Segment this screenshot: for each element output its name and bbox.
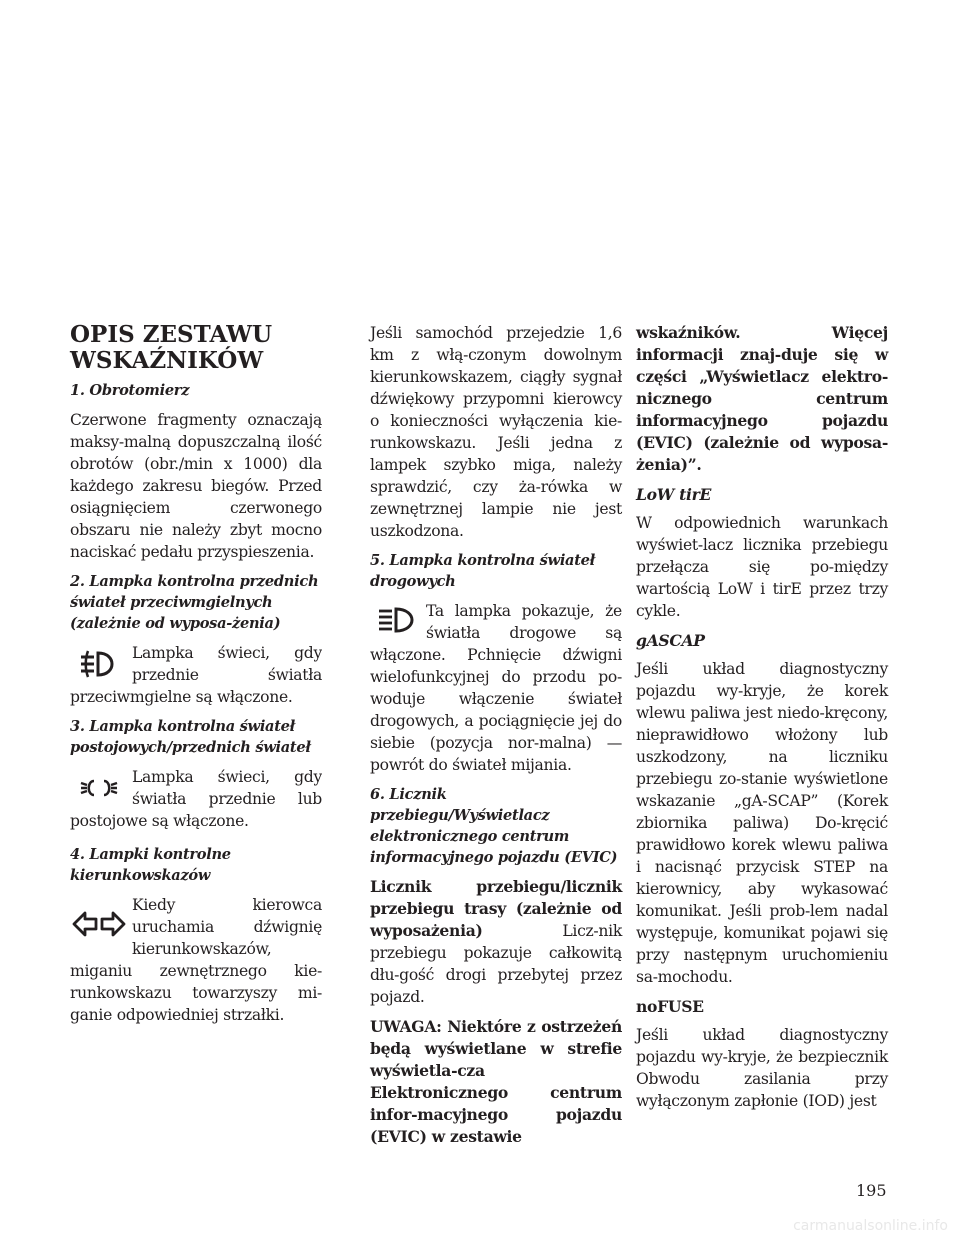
column-1 — [70, 322, 322, 1034]
nofuse-text: Jeśli układ diagnostyczny pojazdu wy-kryje, że bezpiecznik Obwodu zasilania przy wyłączonym zapłonie (IOD) jest — [636, 1026, 888, 1110]
section-1-heading: 1. Obrotomierz — [70, 382, 190, 399]
low-tire-heading: LoW tirE — [636, 485, 712, 504]
section-4-body: Kiedy kierowca uruchamia dźwignię kierunkowskazów, miganiu zewnętrznego kie-runkowskazu towarzyszy mi-ganie odpowiedniej strzałki. — [70, 896, 322, 1024]
note-paragraph: UWAGA: Niektóre z ostrzeżeń będą wyświetlane w strefie wyświetla-cza Elektronicznego centrum infor-macyjnego pojazdu (EVIC) w zestawie — [370, 1017, 622, 1146]
section-6-heading: 6. Licznik przebiegu/Wyświetlacz elektronicznego centrum informacyjnego pojazdu (EVIC) — [370, 786, 618, 866]
section-2-block — [70, 642, 322, 708]
watermark: carmanualsonline.info — [793, 1218, 948, 1234]
gascap-heading: gASCAP — [636, 631, 705, 650]
page-number: 195 — [856, 1181, 887, 1200]
section-5-heading: 5. Lampka kontrolna świateł drogowych — [370, 552, 595, 590]
section-5-block — [370, 600, 622, 776]
section-3-heading: 3. Lampka kontrolna świateł postojowych/przednich świateł — [70, 718, 311, 756]
nofuse-heading: noFUSE — [636, 997, 704, 1016]
odometer-text: Licz-nik przebiegu pokazuje całkowitą dłu-gość drogi przebytej przez pojazd. — [370, 922, 622, 1006]
odometer-paragraph — [370, 876, 622, 1008]
column-3 — [636, 322, 888, 1120]
gascap-text: Jeśli układ diagnostyczny pojazdu wy-kryje, że korek wlewu paliwa jest niedo-kręcony, nieprawidłowo włożony lub uszkodzony, na liczniku przebiegu zo-stanie wyświetlone wskazanie „gA-SCAP” (Korek zbiornika paliwa) Do-kręcić prawidłowo korek wlewu paliwa i nacisnąć przycisk STEP na kierownicy, aby wykasować komunikat. Jeśli prob-lem nadal występuje, komunikat pojawi się przy następnym uruchomieniu sa-mochodu. — [636, 660, 888, 986]
note-continued: wskaźników. Więcej informacji znaj-duje się w części „Wyświetlacz elektro-nicznego centrum informacyjnego pojazdu (EVIC) (zależnie od wyposa-żenia)”. — [636, 323, 888, 474]
section-3-block — [70, 766, 322, 832]
section-2-body: Lampka świeci, gdy przednie światła przeciwmgielne są włączone. — [70, 644, 322, 706]
section-5-body: Ta lampka pokazuje, że światła drogowe są włączone. Pchnięcie dźwigni wielofunkcyjnej do przodu po-woduje włączenie świateł drogowych, a pociągnięcie jej do siebie (pozycja nor-malna) — powrót do świateł mijania. — [370, 602, 622, 774]
section-3-body: Lampka świeci, gdy światła przednie lub postojowe są włączone. — [70, 768, 322, 830]
column-2 — [370, 322, 622, 1156]
section-4-heading: 4. Lampki kontrolne kierunkowskazów — [70, 846, 231, 884]
high-beam-icon — [370, 600, 422, 640]
turn-signal-reminder-text: Jeśli samochód przejedzie 1,6 km z włą-czonym dowolnym kierunkowskazem, ciągły sygnał dźwiękowy przypomni kierowcy o konieczności wyłączenia kie-runkowskazu. Jeśli jedna z lampek szybko miga, należy sprawdzić, czy ża-rówka w zewnętrznej lampie nie jest uszkodzona. — [370, 324, 622, 540]
parking-light-icon — [70, 766, 128, 810]
page-title: OPIS ZESTAWU WSKAŹNIKÓW — [70, 321, 273, 374]
odometer-heading: Licznik przebiegu/licznik przebiegu trasy (zależnie od wyposażenia) — [370, 877, 622, 940]
section-1-body: Czerwone fragmenty oznaczają maksy-malną dopuszczalną ilość obrotów (obr./min x 1000) dla każdego zakresu biegów. Przed osiągnięciem czerwonego obszaru nie należy zbyt mocno naciskać pedału przyspieszenia. — [70, 411, 322, 561]
section-4-block — [70, 894, 322, 1026]
low-tire-text: W odpowiednich warunkach wyświet-lacz licznika przebiegu przełącza się po-między wartością LoW i tirE przez trzy cykle. — [636, 514, 888, 620]
section-2-heading: 2. Lampka kontrolna przednich świateł przeciwmgielnych (zależnie od wyposa-żenia) — [70, 573, 319, 632]
front-fog-light-icon — [70, 642, 128, 686]
turn-signal-icon — [70, 894, 128, 954]
